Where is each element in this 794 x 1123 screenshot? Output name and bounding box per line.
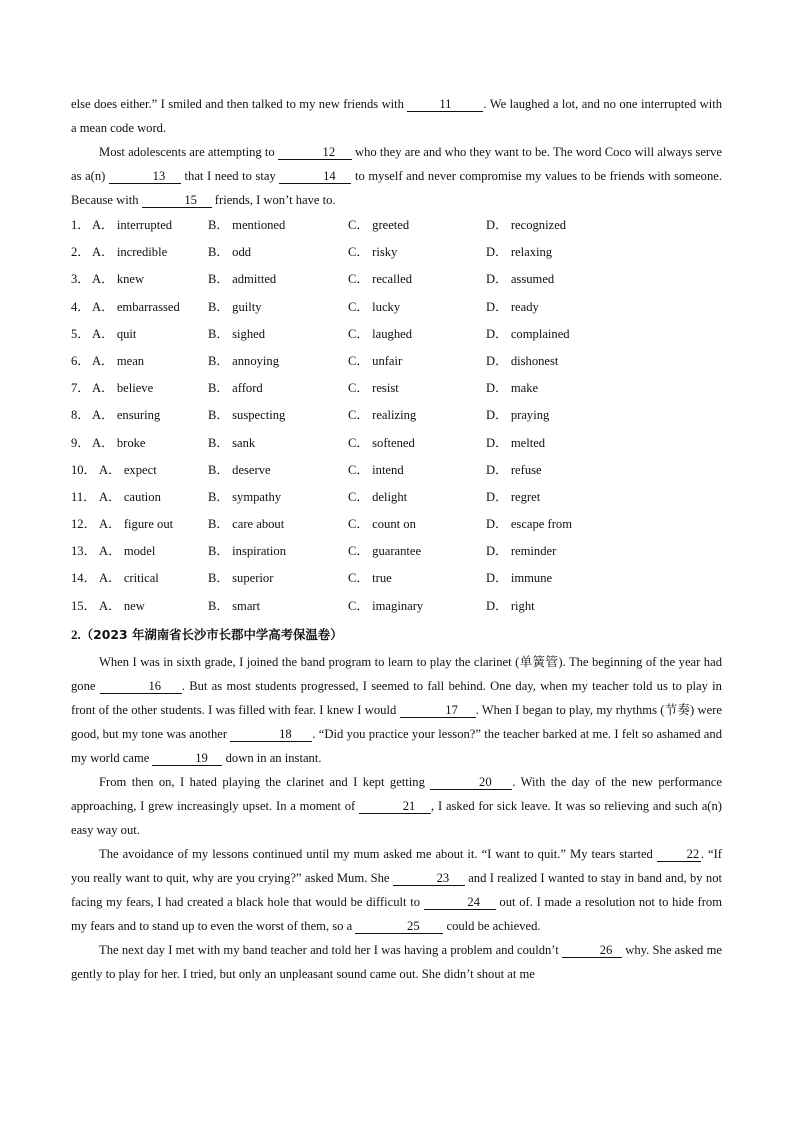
question-number: 1． [71, 218, 90, 232]
option-c: C． recalled [348, 272, 412, 287]
option-c: C． intend [348, 462, 404, 477]
blank-21: 21 [359, 799, 431, 814]
option-c: C． resist [348, 381, 399, 396]
question-number: 6． [71, 353, 90, 368]
question-number: 12． [71, 517, 97, 532]
passage-1-paragraph: Most adolescents are attempting to 12 who they are and who they want to be. The word Coco will always serve as a(n) 13 that I need to stay 14 to myself and never compromise my values to be friends with someone. Because with 15 friends, I won’t have to. [71, 145, 723, 207]
question-number: 3． [71, 272, 90, 287]
blank-11: 11 [407, 97, 483, 112]
option-row-15 [71, 593, 722, 620]
passage-2-paragraph: When I was in sixth grade, I joined the band program to learn to play the clarinet (单簧管). The beginning of the year had gone 16 . But as most students progressed, I seemed to fall behind. One day, when my teacher told us to play in front of the other students. I was filled with fear. I knew I would 17 . When I began to play, my rhythms (节奏) were good, but my tone was another 18 . “Did you practice your lesson?” the teacher barked at me. I felt so ashamed and my world came 19 down in an instant. [71, 654, 723, 765]
question-number: 14． [71, 571, 97, 586]
blank-16: 16 [100, 679, 182, 694]
passage-1 [71, 92, 722, 212]
option-row-14 [71, 565, 722, 592]
question-number: 4． [71, 299, 90, 314]
blank-22: 22 [657, 847, 701, 862]
document-page [71, 92, 722, 986]
option-row-12 [71, 511, 722, 538]
blank-26: 26 [562, 943, 622, 958]
option-d: D． ready [486, 299, 539, 314]
option-b: B． care about [208, 517, 285, 532]
option-d: D． make [486, 381, 539, 396]
option-d: D． praying [486, 408, 550, 423]
section-2-heading [71, 622, 722, 648]
blank-13: 13 [109, 169, 181, 184]
option-a: A． embarrassed [92, 299, 180, 314]
option-row-3 [71, 266, 722, 293]
option-c: C． guarantee [348, 544, 422, 559]
option-b: B． afford [208, 381, 263, 396]
option-c: C． laughed [348, 326, 413, 341]
option-b: B． sank [208, 435, 256, 450]
blank-20: 20 [430, 775, 512, 790]
question-number: 15． [71, 598, 97, 613]
option-b: B． superior [208, 571, 274, 586]
options-list [71, 212, 722, 620]
option-d: D． right [486, 598, 535, 613]
option-row-10 [71, 457, 722, 484]
option-c: C． softened [348, 435, 415, 450]
option-b: B． odd [208, 245, 252, 260]
option-a: A． new [99, 598, 145, 613]
option-a: A． incredible [92, 245, 168, 260]
option-d: D． recognized [486, 218, 567, 232]
blank-23: 23 [393, 871, 465, 886]
option-d: D． regret [486, 489, 541, 504]
option-a: A． knew [92, 272, 145, 287]
option-b: B． deserve [208, 462, 271, 477]
option-d: D． complained [486, 326, 570, 341]
passage-2 [71, 650, 722, 986]
option-b: B． smart [208, 598, 261, 613]
option-c: C． imaginary [348, 598, 424, 613]
option-a: A． mean [92, 353, 145, 368]
option-c: C． risky [348, 245, 398, 260]
question-number: 10． [71, 462, 97, 477]
option-c: C． delight [348, 489, 408, 504]
option-d: D． melted [486, 435, 546, 450]
option-d: D． dishonest [486, 353, 559, 368]
option-b: B． mentioned [208, 218, 286, 232]
blank-24: 24 [424, 895, 496, 910]
blank-17: 17 [400, 703, 476, 718]
option-row-2 [71, 239, 722, 266]
option-row-13 [71, 538, 722, 565]
section-title: （2023 年湖南省长沙市长郡中学高考保温卷） [80, 626, 343, 642]
option-row-6 [71, 348, 722, 375]
passage-2-paragraph: The avoidance of my lessons continued until my mum asked me about it. “I want to quit.” My tears started 22 . “If you really want to quit, why are you crying?” asked Mum. She 23 and I realized I wanted to stay in band and, by not facing my fears, I had created a black hole that would be difficult to 24 out of. I made a resolution not to hide from my fears and to stand up to even the worst of them, so a 25 could be achieved. [71, 846, 722, 933]
option-d: D． escape from [486, 517, 573, 532]
option-row-5 [71, 321, 722, 348]
option-a: A． caution [99, 489, 161, 504]
option-a: A． figure out [99, 517, 174, 532]
option-b: B． admitted [208, 272, 277, 287]
option-b: B． guilty [208, 299, 262, 314]
option-b: B． inspiration [208, 544, 287, 559]
option-b: B． annoying [208, 353, 280, 368]
blank-25: 25 [355, 919, 443, 934]
passage-2-paragraph: The next day I met with my band teacher and told her I was having a problem and couldn’t 26 why. She asked me gently to play for her. I tried, but only an unpleasant sound came out. She didn’t shout at me [71, 942, 722, 981]
option-a: A． believe [92, 381, 154, 396]
blank-14: 14 [279, 169, 351, 184]
option-c: C． true [348, 571, 392, 586]
question-number: 2． [71, 245, 90, 260]
option-c: C． greeted [348, 218, 410, 232]
option-c: C． unfair [348, 353, 403, 368]
option-row-7 [71, 375, 722, 402]
option-a: A． ensuring [92, 408, 161, 423]
option-row-1 [71, 212, 722, 239]
blank-19: 19 [152, 751, 222, 766]
option-d: D． assumed [486, 272, 555, 287]
question-number: 11． [71, 489, 96, 504]
option-c: C． lucky [348, 299, 401, 314]
option-c: C． realizing [348, 408, 417, 423]
option-d: D． immune [486, 571, 553, 586]
passage-2-paragraph: From then on, I hated playing the clarinet and I kept getting 20 . With the day of the new performance approaching, I grew increasingly upset. In a moment of 21 , I asked for sick leave. It was so relieving and such a(n) easy way out. [71, 774, 722, 837]
question-number: 5． [71, 326, 90, 341]
blank-18: 18 [230, 727, 312, 742]
option-b: B． suspecting [208, 408, 286, 423]
blank-12: 12 [278, 145, 352, 160]
question-number: 9． [71, 435, 90, 450]
section-number: 2. [71, 626, 81, 642]
option-d: D． relaxing [486, 245, 553, 260]
blank-15: 15 [142, 193, 212, 208]
question-number: 13． [71, 544, 97, 559]
option-d: D． refuse [486, 462, 542, 477]
option-a: A． interrupted [92, 218, 173, 232]
passage-1-paragraph: else does either.” I smiled and then talked to my new friends with 11 . We laughed a lot, and no one interrupted with a mean code word. [71, 97, 722, 135]
question-number: 7． [71, 381, 90, 396]
question-number: 8． [71, 408, 90, 423]
option-c: C． count on [348, 517, 416, 532]
option-a: A． broke [92, 435, 146, 450]
option-row-11 [71, 484, 722, 511]
option-a: A． model [99, 544, 156, 559]
option-row-4 [71, 294, 722, 321]
option-a: A． critical [99, 571, 159, 586]
option-a: A． expect [99, 462, 157, 477]
option-row-8 [71, 402, 722, 429]
option-row-9 [71, 430, 722, 457]
option-b: B． sighed [208, 326, 266, 341]
option-b: B． sympathy [208, 489, 282, 504]
option-d: D． reminder [486, 544, 557, 559]
option-a: A． quit [92, 326, 137, 341]
